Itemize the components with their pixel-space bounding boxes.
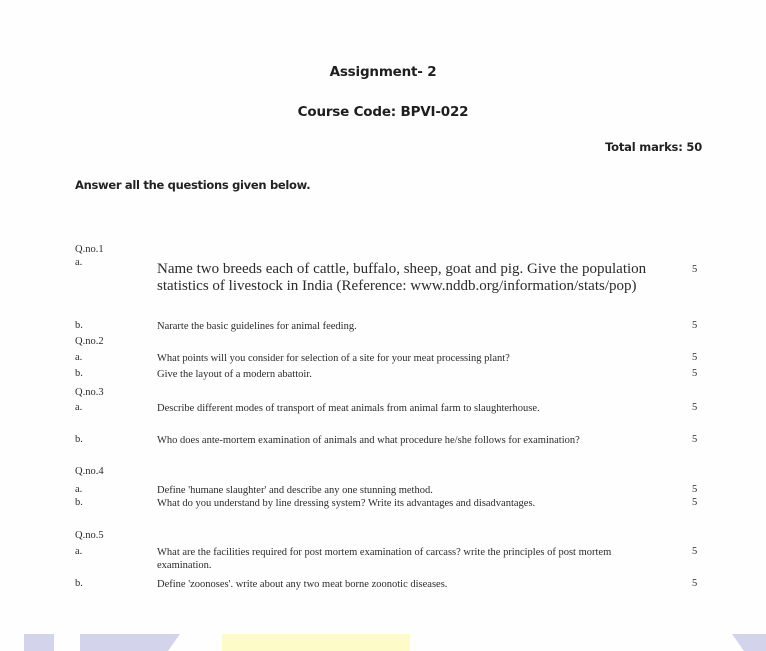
question-number: Q.no.3 (75, 387, 104, 398)
question-text: Describe different modes of transport of meat animals from animal farm to slaughterhouse. (157, 403, 540, 414)
question-text: What points will you consider for selection of a site for your meat processing plant? (157, 353, 510, 364)
question-marks: 5 (692, 434, 698, 445)
total-marks: Total marks: 50 (605, 140, 702, 154)
question-marks: 5 (692, 497, 698, 508)
question-marks: 5 (692, 368, 698, 379)
course-code: Course Code: BPVI-022 (297, 104, 469, 120)
question-text: Who does ante-mortem examination of animals and what procedure he/she follows for examination? (157, 435, 580, 446)
question-number: Q.no.4 (75, 466, 104, 477)
question-text: Name two breeds each of cattle, buffalo, sheep, goat and pig. Give the population statistics of livestock in India (Reference: www.nddb.org/information/stats/pop) (157, 261, 647, 294)
question-text: Nararte the basic guidelines for animal feeding. (157, 321, 357, 332)
question-marks: 5 (692, 264, 698, 275)
part-label: b. (75, 368, 83, 379)
part-label: a. (75, 402, 83, 413)
part-label: a. (75, 257, 83, 268)
part-label: b. (75, 497, 83, 508)
question-text: Define 'humane slaughter' and describe any one stunning method. (157, 485, 433, 496)
question-marks: 5 (692, 402, 698, 413)
watermark-band (732, 634, 766, 651)
part-label: b. (75, 434, 83, 445)
part-label: b. (75, 320, 83, 331)
part-label: b. (75, 578, 83, 589)
part-label: a. (75, 352, 83, 363)
assignment-title: Assignment- 2 (329, 64, 437, 80)
question-marks: 5 (692, 320, 698, 331)
question-marks: 5 (692, 352, 698, 363)
question-text: Define 'zoonoses'. write about any two meat borne zoonotic diseases. (157, 579, 448, 590)
part-label: a. (75, 546, 83, 557)
watermark-band (222, 634, 410, 651)
question-number: Q.no.2 (75, 336, 104, 347)
question-number: Q.no.5 (75, 530, 104, 541)
question-text: What are the facilities required for post mortem examination of carcass? write the principles of post mortem examination. (157, 547, 612, 571)
question-text: Give the layout of a modern abattoir. (157, 369, 312, 380)
watermark-band (24, 634, 54, 651)
question-text: What do you understand by line dressing system? Write its advantages and disadvantages. (157, 498, 536, 509)
question-marks: 5 (692, 546, 698, 557)
part-label: a. (75, 484, 83, 495)
watermark-band (80, 634, 180, 651)
question-number: Q.no.1 (75, 244, 104, 255)
instructions: Answer all the questions given below. (75, 178, 311, 192)
question-marks: 5 (692, 484, 698, 495)
question-marks: 5 (692, 578, 698, 589)
